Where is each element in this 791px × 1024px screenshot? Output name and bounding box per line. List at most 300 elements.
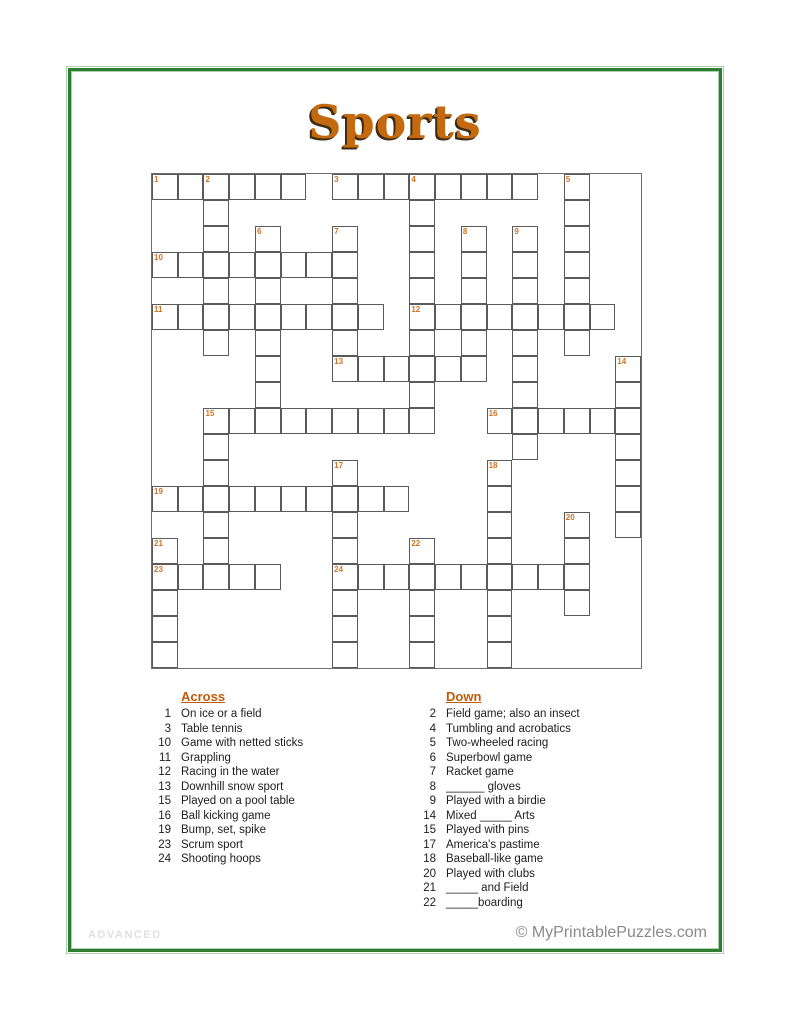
grid-cell — [332, 252, 358, 278]
grid-blank — [384, 512, 410, 538]
grid-cell — [512, 304, 538, 330]
grid-blank — [229, 538, 255, 564]
grid-blank — [178, 538, 204, 564]
grid-blank — [615, 252, 641, 278]
clue-text: Played with clubs — [446, 867, 535, 880]
grid-blank — [590, 564, 616, 590]
grid-blank — [564, 434, 590, 460]
clue-text: Grappling — [181, 751, 231, 764]
grid-blank — [435, 512, 461, 538]
grid-cell — [255, 486, 281, 512]
grid-cell — [203, 538, 229, 564]
grid-blank — [152, 460, 178, 486]
grid-cell — [487, 590, 513, 616]
grid-cell — [461, 564, 487, 590]
across-clue-item — [151, 794, 421, 809]
grid-cell — [538, 564, 564, 590]
clue-number: 21 — [423, 882, 436, 894]
grid-blank — [615, 642, 641, 668]
grid-blank — [435, 434, 461, 460]
grid-blank — [538, 278, 564, 304]
down-clue-list — [416, 707, 696, 910]
grid-cell — [255, 304, 281, 330]
grid-blank — [435, 590, 461, 616]
grid-blank — [203, 356, 229, 382]
grid-cell — [152, 590, 178, 616]
grid-blank — [538, 512, 564, 538]
grid-blank — [590, 252, 616, 278]
grid-cell — [461, 304, 487, 330]
clue-number: 14 — [423, 809, 436, 822]
grid-cell — [384, 174, 410, 200]
cell-number: 1 — [154, 175, 159, 184]
grid-blank — [203, 616, 229, 642]
grid-blank — [358, 434, 384, 460]
cell-number: 5 — [565, 175, 571, 184]
grid-cell — [615, 382, 641, 408]
grid-cell — [332, 460, 358, 486]
grid-blank — [255, 512, 281, 538]
grid-blank — [281, 434, 307, 460]
grid-blank — [615, 174, 641, 200]
grid-cell — [461, 252, 487, 278]
down-clue-item — [416, 809, 696, 824]
grid-blank — [306, 330, 332, 356]
grid-cell — [178, 564, 204, 590]
grid-blank — [281, 538, 307, 564]
across-clues-section — [151, 689, 421, 867]
grid-blank — [384, 434, 410, 460]
page-border — [68, 68, 722, 952]
grid-cell — [564, 408, 590, 434]
grid-blank — [229, 642, 255, 668]
clue-number: 3 — [164, 722, 171, 735]
grid-cell — [487, 486, 513, 512]
grid-cell — [435, 174, 461, 200]
cell-number: 13 — [334, 357, 344, 366]
grid-cell — [255, 408, 281, 434]
grid-blank — [358, 512, 384, 538]
grid-blank — [409, 460, 435, 486]
grid-blank — [564, 616, 590, 642]
grid-blank — [229, 278, 255, 304]
grid-blank — [615, 278, 641, 304]
grid-blank — [358, 330, 384, 356]
grid-cell — [152, 304, 178, 330]
down-heading: Down — [446, 689, 482, 704]
cell-number: 15 — [205, 409, 215, 418]
cell-number: 6 — [256, 227, 262, 236]
grid-blank — [538, 538, 564, 564]
grid-cell — [409, 382, 435, 408]
grid-cell — [564, 200, 590, 226]
grid-cell — [487, 174, 513, 200]
grid-blank — [358, 538, 384, 564]
grid-cell — [332, 590, 358, 616]
clue-text: Two-wheeled racing — [446, 737, 549, 749]
grid-blank — [178, 590, 204, 616]
grid-blank — [178, 512, 204, 538]
grid-cell — [461, 278, 487, 304]
grid-blank — [435, 226, 461, 252]
clue-text: Played with a birdie — [446, 795, 546, 807]
grid-blank — [306, 512, 332, 538]
grid-cell — [332, 616, 358, 642]
grid-cell — [358, 564, 384, 590]
grid-cell — [178, 304, 204, 330]
grid-cell — [615, 486, 641, 512]
grid-cell — [255, 330, 281, 356]
across-clue-list — [151, 707, 421, 867]
copyright-text: © MyPrintablePuzzles.com — [515, 924, 707, 941]
grid-blank — [178, 330, 204, 356]
clue-text: Ball kicking game — [181, 809, 271, 822]
grid-blank — [615, 590, 641, 616]
grid-blank — [178, 616, 204, 642]
grid-blank — [615, 538, 641, 564]
grid-cell — [487, 616, 513, 642]
grid-blank — [538, 590, 564, 616]
grid-blank — [564, 486, 590, 512]
grid-cell — [203, 174, 229, 200]
grid-blank — [203, 642, 229, 668]
grid-cell — [152, 564, 178, 590]
grid-blank — [538, 252, 564, 278]
grid-cell — [615, 408, 641, 434]
grid-blank — [384, 226, 410, 252]
grid-cell — [512, 226, 538, 252]
grid-blank — [487, 278, 513, 304]
grid-blank — [564, 356, 590, 382]
grid-blank — [281, 642, 307, 668]
grid-cell — [564, 590, 590, 616]
grid-blank — [435, 642, 461, 668]
clue-text: Racket game — [446, 766, 514, 778]
clue-number: 12 — [158, 766, 171, 778]
grid-blank — [590, 642, 616, 668]
grid-blank — [461, 642, 487, 668]
grid-blank — [152, 200, 178, 226]
grid-cell — [409, 408, 435, 434]
grid-cell — [255, 564, 281, 590]
grid-blank — [590, 616, 616, 642]
grid-blank — [203, 590, 229, 616]
grid-cell — [281, 408, 307, 434]
grid-cell — [590, 408, 616, 434]
grid-blank — [512, 538, 538, 564]
across-clue-item — [151, 838, 421, 853]
grid-blank — [590, 512, 616, 538]
grid-blank — [538, 356, 564, 382]
grid-cell — [564, 252, 590, 278]
clue-text: Baseball-like game — [446, 853, 544, 865]
grid-blank — [590, 538, 616, 564]
grid-blank — [178, 460, 204, 486]
grid-blank — [435, 200, 461, 226]
grid-cell — [229, 486, 255, 512]
across-clue-item — [151, 722, 421, 737]
grid-cell — [332, 278, 358, 304]
grid-blank — [255, 590, 281, 616]
grid-blank — [229, 590, 255, 616]
down-clue-item — [416, 896, 696, 911]
cell-number: 23 — [154, 565, 163, 574]
grid-blank — [590, 486, 616, 512]
grid-blank — [255, 200, 281, 226]
grid-cell — [615, 356, 641, 382]
grid-blank — [384, 278, 410, 304]
grid-cell — [358, 304, 384, 330]
grid-cell — [512, 408, 538, 434]
clue-text: On ice or a field — [181, 708, 262, 720]
grid-blank — [281, 226, 307, 252]
down-clue-item — [416, 823, 696, 838]
across-clue-item — [151, 809, 421, 824]
grid-blank — [590, 590, 616, 616]
grid-blank — [332, 382, 358, 408]
grid-blank — [512, 460, 538, 486]
grid-cell — [306, 252, 332, 278]
grid-cell — [255, 226, 281, 252]
cell-number: 24 — [334, 565, 344, 574]
grid-blank — [487, 434, 513, 460]
grid-cell — [384, 486, 410, 512]
grid-cell — [152, 174, 178, 200]
clue-text: Played on a pool table — [181, 795, 295, 807]
grid-cell — [487, 538, 513, 564]
grid-blank — [487, 330, 513, 356]
grid-cell — [512, 278, 538, 304]
grid-blank — [229, 460, 255, 486]
down-clue-item — [416, 765, 696, 780]
grid-cell — [409, 252, 435, 278]
grid-cell — [512, 382, 538, 408]
grid-cell — [203, 564, 229, 590]
grid-blank — [152, 512, 178, 538]
grid-blank — [409, 486, 435, 512]
grid-blank — [306, 460, 332, 486]
clue-number: 20 — [423, 867, 436, 880]
grid-cell — [255, 382, 281, 408]
grid-blank — [306, 590, 332, 616]
grid-cell — [384, 356, 410, 382]
grid-cell — [512, 252, 538, 278]
grid-blank — [358, 200, 384, 226]
grid-cell — [461, 330, 487, 356]
grid-blank — [564, 642, 590, 668]
across-clue-item — [151, 765, 421, 780]
down-clue-item — [416, 881, 696, 896]
grid-cell — [487, 564, 513, 590]
down-clue-item — [416, 736, 696, 751]
grid-blank — [229, 200, 255, 226]
grid-cell — [178, 174, 204, 200]
cell-number: 7 — [334, 227, 339, 236]
cell-number: 21 — [154, 539, 163, 548]
grid-cell — [384, 408, 410, 434]
grid-blank — [281, 200, 307, 226]
grid-blank — [590, 330, 616, 356]
grid-blank — [281, 330, 307, 356]
grid-blank — [281, 512, 307, 538]
grid-cell — [203, 304, 229, 330]
grid-blank — [152, 434, 178, 460]
grid-blank — [487, 252, 513, 278]
grid-blank — [461, 616, 487, 642]
clue-text: Mixed _____ Arts — [446, 809, 535, 822]
grid-blank — [512, 512, 538, 538]
cell-number: 8 — [462, 227, 468, 236]
grid-cell — [538, 408, 564, 434]
grid-blank — [461, 512, 487, 538]
grid-blank — [564, 382, 590, 408]
grid-blank — [590, 382, 616, 408]
grid-blank — [590, 174, 616, 200]
clue-number: 16 — [158, 809, 171, 822]
grid-blank — [461, 460, 487, 486]
down-clue-item — [416, 838, 696, 853]
grid-blank — [358, 382, 384, 408]
clue-number: 24 — [158, 853, 171, 865]
grid-blank — [435, 382, 461, 408]
down-clue-item — [416, 707, 696, 722]
grid-cell — [564, 538, 590, 564]
grid-cell — [229, 174, 255, 200]
grid-blank — [178, 278, 204, 304]
grid-cell — [203, 200, 229, 226]
grid-cell — [409, 174, 435, 200]
clue-number: 15 — [423, 824, 436, 836]
grid-cell — [281, 486, 307, 512]
grid-cell — [564, 174, 590, 200]
grid-blank — [538, 460, 564, 486]
cell-number: 3 — [334, 175, 339, 184]
cell-number: 2 — [205, 175, 210, 184]
grid-cell — [152, 486, 178, 512]
clue-text: Racing in the water — [181, 766, 280, 778]
grid-blank — [512, 200, 538, 226]
across-clue-item — [151, 852, 421, 867]
grid-cell — [358, 174, 384, 200]
across-clue-item — [151, 751, 421, 766]
grid-blank — [229, 616, 255, 642]
grid-blank — [255, 616, 281, 642]
grid-cell — [409, 590, 435, 616]
down-clue-item — [416, 780, 696, 795]
grid-blank — [384, 252, 410, 278]
grid-cell — [178, 486, 204, 512]
grid-blank — [255, 642, 281, 668]
grid-blank — [229, 356, 255, 382]
grid-cell — [281, 252, 307, 278]
clue-text: Game with netted sticks — [181, 737, 304, 749]
grid-blank — [281, 382, 307, 408]
grid-cell — [332, 486, 358, 512]
grid-blank — [435, 616, 461, 642]
grid-blank — [229, 434, 255, 460]
grid-cell — [203, 226, 229, 252]
grid-blank — [281, 460, 307, 486]
grid-cell — [487, 304, 513, 330]
grid-blank — [384, 460, 410, 486]
grid-blank — [178, 434, 204, 460]
clue-text: Scrum sport — [181, 838, 243, 851]
grid-blank — [435, 330, 461, 356]
grid-blank — [152, 330, 178, 356]
clue-number: 6 — [429, 751, 436, 764]
grid-blank — [590, 356, 616, 382]
grid-cell — [512, 356, 538, 382]
grid-blank — [409, 512, 435, 538]
clue-text: _____boarding — [446, 896, 523, 909]
grid-cell — [332, 512, 358, 538]
grid-blank — [461, 434, 487, 460]
grid-cell — [332, 356, 358, 382]
grid-blank — [281, 590, 307, 616]
clue-number: 18 — [423, 853, 436, 865]
cell-number: 20 — [565, 513, 575, 522]
grid-blank — [435, 408, 461, 434]
across-clue-item — [151, 736, 421, 751]
grid-cell — [435, 304, 461, 330]
grid-blank — [281, 616, 307, 642]
grid-blank — [461, 590, 487, 616]
clue-text: Played with pins — [446, 824, 530, 836]
grid-cell — [358, 408, 384, 434]
grid-cell — [435, 356, 461, 382]
difficulty-label: ADVANCED — [88, 929, 162, 941]
grid-blank — [435, 486, 461, 512]
grid-cell — [461, 226, 487, 252]
grid-blank — [178, 356, 204, 382]
grid-cell — [409, 356, 435, 382]
grid-cell — [409, 226, 435, 252]
grid-blank — [512, 486, 538, 512]
grid-blank — [615, 226, 641, 252]
grid-cell — [461, 356, 487, 382]
grid-blank — [358, 460, 384, 486]
grid-blank — [590, 200, 616, 226]
grid-blank — [615, 564, 641, 590]
grid-blank — [461, 486, 487, 512]
grid-blank — [538, 642, 564, 668]
grid-cell — [203, 512, 229, 538]
grid-cell — [255, 252, 281, 278]
grid-blank — [281, 564, 307, 590]
across-heading: Across — [181, 689, 226, 704]
grid-blank — [229, 226, 255, 252]
clue-text: Bump, set, spike — [181, 824, 267, 836]
grid-blank — [178, 408, 204, 434]
clue-text: Tumbling and acrobatics — [446, 722, 571, 735]
clue-number: 10 — [158, 737, 171, 749]
grid-cell — [358, 356, 384, 382]
grid-cell — [229, 564, 255, 590]
down-clue-item — [416, 794, 696, 809]
grid-blank — [152, 226, 178, 252]
grid-cell — [564, 330, 590, 356]
grid-cell — [409, 278, 435, 304]
grid-cell — [306, 408, 332, 434]
grid-blank — [203, 382, 229, 408]
grid-cell — [512, 434, 538, 460]
grid-blank — [384, 538, 410, 564]
down-clue-item — [416, 852, 696, 867]
grid-cell — [203, 408, 229, 434]
grid-blank — [152, 408, 178, 434]
clue-text: Table tennis — [181, 722, 243, 735]
grid-blank — [435, 460, 461, 486]
